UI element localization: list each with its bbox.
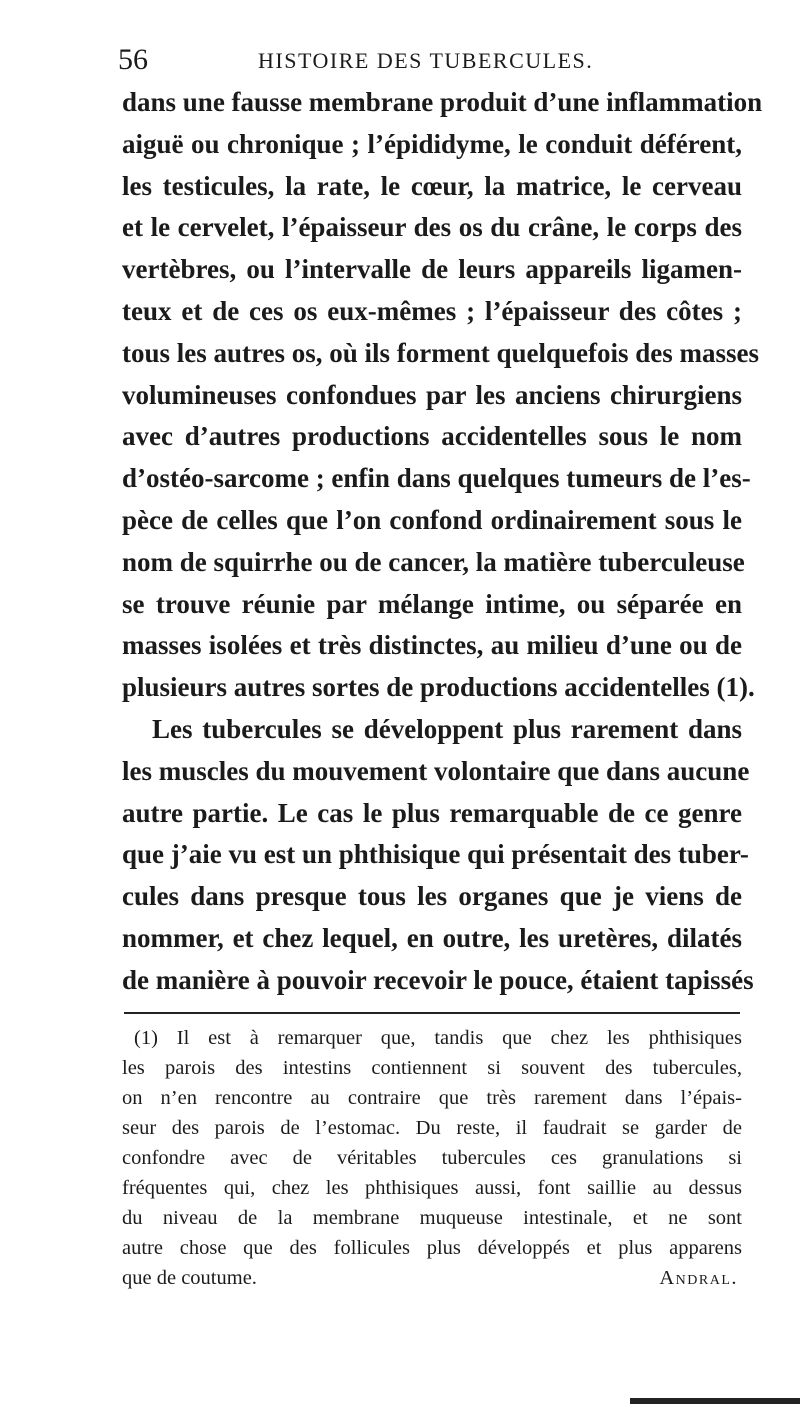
footnote-line: les parois des intestins contiennent si souvent des tubercules,	[122, 1057, 742, 1079]
footnote	[122, 1023, 742, 1293]
body-line: d’ostéo-sarcome ; enfin dans quelques tumeurs de l’es-	[122, 463, 751, 494]
body-text	[122, 82, 763, 1002]
body-line: de manière à pouvoir recevoir le pouce, étaient tapissés	[122, 964, 754, 995]
body-line: avec d’autres productions accidentelles sous le nom	[122, 421, 742, 452]
body-line: se trouve réunie par mélange intime, ou séparée en	[122, 588, 742, 619]
body-line: aiguë ou chronique ; l’épididyme, le conduit déférent,	[122, 128, 742, 159]
footnote-line: on n’en rencontre au contraire que très rarement dans l’épais-	[122, 1087, 742, 1109]
footnote-line: (1) Il est à remarquer que, tandis que chez les phthisiques	[134, 1027, 742, 1049]
footnote-line: seur des parois de l’estomac. Du reste, il faudrait se garder de	[122, 1117, 742, 1139]
body-line: Les tubercules se développent plus rarement dans	[152, 713, 742, 744]
footnote-line: autre chose que des follicules plus développés et plus apparens	[122, 1237, 742, 1259]
body-line: nommer, et chez lequel, en outre, les uretères, dilatés	[122, 922, 742, 953]
body-line: tous les autres os, où ils forment quelquefois des masses	[122, 337, 760, 368]
body-line: teux et de ces os eux-mêmes ; l’épaisseur des côtes ;	[122, 295, 742, 326]
body-line: masses isolées et très distinctes, au milieu d’une ou de	[122, 630, 742, 661]
body-line: dans une fausse membrane produit d’une inflammation	[122, 87, 763, 117]
footnote-line: que de coutume.	[122, 1267, 257, 1289]
footnote-signature: Andral.	[659, 1267, 738, 1289]
body-line: volumineuses confondues par les anciens chirurgiens	[122, 379, 742, 410]
page-edge-mark	[630, 1398, 800, 1404]
body-line: que j’aie vu est un phthisique qui présentait des tuber-	[122, 839, 749, 870]
footnote-line: confondre avec de véritables tubercules ces granulations si	[122, 1147, 742, 1169]
footnote-last-line	[122, 1263, 742, 1293]
footnote-line: du niveau de la membrane muqueuse intestinale, et ne sont	[122, 1207, 742, 1229]
body-line: les testicules, la rate, le cœur, la matrice, le cerveau	[122, 170, 742, 201]
body-line: pèce de celles que l’on confond ordinairement sous le	[122, 504, 742, 535]
body-line: vertèbres, ou l’intervalle de leurs appareils ligamen-	[122, 254, 742, 285]
body-line: et le cervelet, l’épaisseur des os du crâne, le corps des	[122, 212, 742, 243]
body-line: autre partie. Le cas le plus remarquable de ce genre	[122, 797, 742, 828]
body-line: les muscles du mouvement volontaire que dans aucune	[122, 755, 750, 786]
body-line: nom de squirrhe ou de cancer, la matière tuberculeuse	[122, 546, 745, 577]
footnote-line: fréquentes qui, chez les phthisiques aussi, font saillie au dessus	[122, 1177, 742, 1199]
running-title: HISTOIRE DES TUBERCULES.	[258, 48, 594, 73]
body-line: cules dans presque tous les organes que je viens de	[122, 881, 742, 912]
body-line: plusieurs autres sortes de productions accidentelles (1).	[122, 672, 755, 703]
page-number: 56	[118, 43, 148, 76]
footnote-separator	[124, 1012, 740, 1014]
